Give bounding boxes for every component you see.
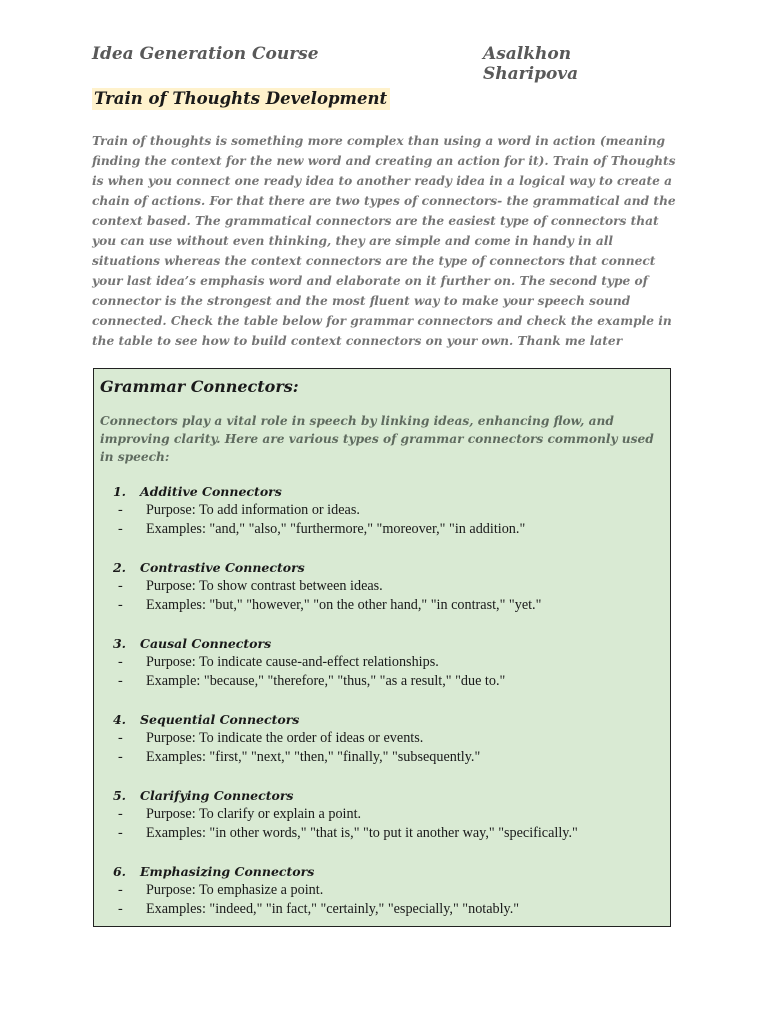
connector-name: Contrastive Connectors	[140, 560, 305, 575]
connector-title	[100, 634, 670, 653]
bullet-dash: -	[118, 825, 123, 841]
connector-purpose	[100, 729, 670, 748]
grammar-connectors-box	[93, 368, 671, 927]
connector-item	[100, 786, 670, 843]
connector-title	[100, 862, 670, 881]
connector-purpose	[100, 653, 670, 672]
connector-purpose	[100, 881, 670, 900]
connector-number: 6.	[112, 864, 126, 879]
connector-item	[100, 482, 670, 539]
connector-number: 3.	[112, 636, 126, 651]
connector-item	[100, 634, 670, 691]
connector-purpose	[100, 501, 670, 520]
connector-list	[100, 482, 670, 919]
connector-name: Emphasizing Connectors	[140, 864, 315, 879]
bullet-dash: -	[118, 806, 123, 822]
examples-text: Examples: "first," "next," "then," "finally," "subsequently."	[146, 749, 481, 765]
bullet-dash: -	[118, 654, 123, 670]
connector-purpose	[100, 805, 670, 824]
connector-examples	[100, 520, 670, 539]
connector-number: 4.	[112, 712, 126, 727]
connector-number: 1.	[112, 484, 126, 499]
connector-purpose	[100, 577, 670, 596]
connector-name: Clarifying Connectors	[140, 788, 294, 803]
connector-item	[100, 558, 670, 615]
connector-title	[100, 558, 670, 577]
connector-number: 2.	[112, 560, 126, 575]
connector-examples	[100, 672, 670, 691]
bullet-dash: -	[118, 578, 123, 594]
examples-text: Examples: "indeed," "in fact," "certainly," "especially," "notably."	[146, 901, 520, 917]
bullet-dash: -	[118, 673, 123, 689]
bullet-dash: -	[118, 597, 123, 613]
purpose-text: Purpose: To indicate the order of ideas or events.	[146, 730, 424, 746]
page-header	[92, 44, 648, 84]
purpose-text: Purpose: To clarify or explain a point.	[146, 806, 362, 822]
purpose-text: Purpose: To indicate cause-and-effect relationships.	[146, 654, 439, 670]
connector-name: Additive Connectors	[140, 484, 282, 499]
box-description: Connectors play a vital role in speech by linking ideas, enhancing flow, and improving clarity. Here are various types of grammar connectors commonly used in speech:	[100, 414, 654, 464]
document-title: Train of Thoughts Development	[92, 88, 390, 110]
intro-paragraph: Train of thoughts is something more complex than using a word in action (meaning finding the context for the new word and creating an action for it). Train of Thoughts is when you connect one ready idea to another ready idea in a logical way to create a chain of actions. For that there are two types of connectors- the grammatical and the context based. The grammatical connectors are the easiest type of connectors that you can use without even thinking, they are simple and come in handy in all situations whereas the context connectors are the type of connectors that connect your last idea’s emphasis word and elaborate on it further on. The second type of connector is the strongest and the most fluent way to make your speech sound connected. Check the table below for grammar connectors and check the example in the table to see how to build context connectors on your own. Thank me later	[92, 134, 676, 348]
examples-text: Examples: "in other words," "that is," "to put it another way," "specifically."	[146, 825, 578, 841]
connector-item	[100, 862, 670, 919]
connector-item	[100, 710, 670, 767]
course-name: Idea Generation Course	[92, 44, 319, 64]
purpose-text: Purpose: To add information or ideas.	[146, 502, 360, 518]
bullet-dash: -	[118, 730, 123, 746]
connector-name: Sequential Connectors	[140, 712, 300, 727]
connector-name: Causal Connectors	[140, 636, 272, 651]
bullet-dash: -	[118, 882, 123, 898]
purpose-text: Purpose: To show contrast between ideas.	[146, 578, 383, 594]
connector-examples	[100, 596, 670, 615]
connector-number: 5.	[112, 788, 126, 803]
examples-text: Example: "because," "therefore," "thus," "as a result," "due to."	[146, 673, 506, 689]
connector-examples	[100, 900, 670, 919]
bullet-dash: -	[118, 749, 123, 765]
connector-title	[100, 482, 670, 501]
author-name: Asalkhon Sharipova	[483, 44, 579, 84]
connector-title	[100, 710, 670, 729]
purpose-text: Purpose: To emphasize a point.	[146, 882, 324, 898]
connector-title	[100, 786, 670, 805]
bullet-dash: -	[118, 502, 123, 518]
examples-text: Examples: "and," "also," "furthermore," "moreover," "in addition."	[146, 521, 526, 537]
box-heading: Grammar Connectors:	[100, 377, 299, 396]
bullet-dash: -	[118, 521, 123, 537]
bullet-dash: -	[118, 901, 123, 917]
connector-examples	[100, 748, 670, 767]
examples-text: Examples: "but," "however," "on the other hand," "in contrast," "yet."	[146, 597, 542, 613]
connector-examples	[100, 824, 670, 843]
